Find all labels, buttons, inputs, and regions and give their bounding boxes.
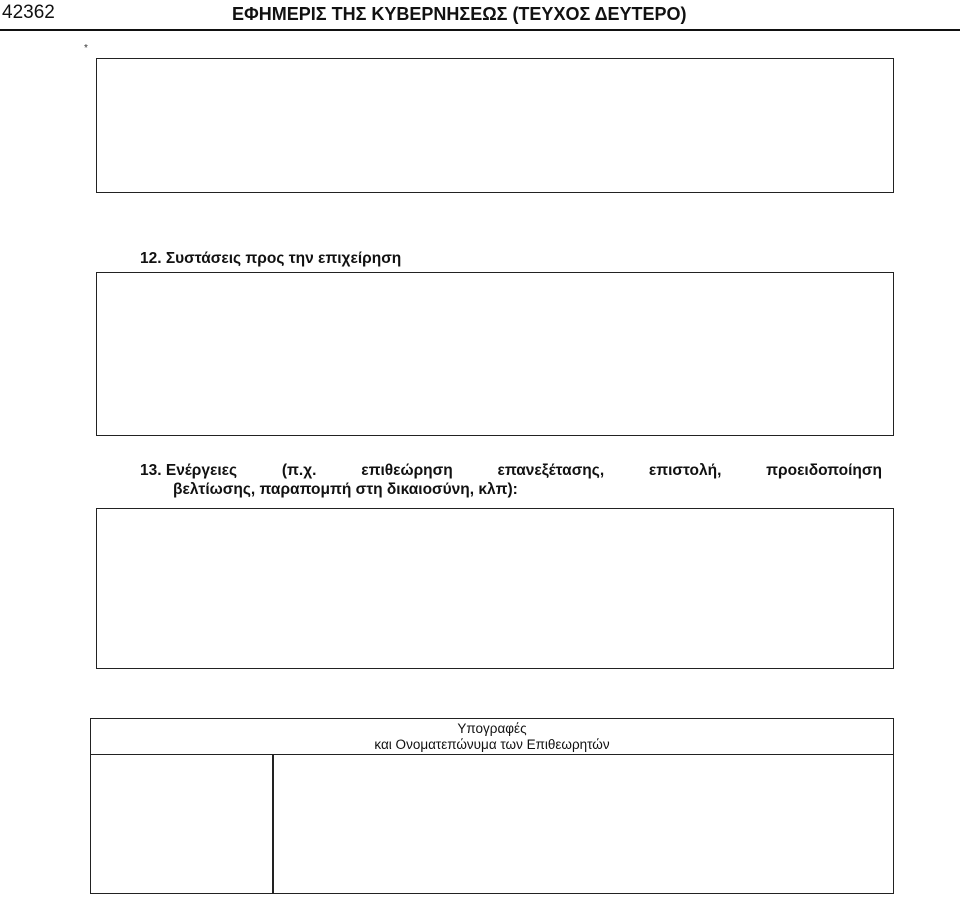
- signature-cell-right[interactable]: [274, 755, 892, 893]
- section-13-heading-line1: [140, 461, 882, 480]
- page-number: 42362: [2, 2, 55, 23]
- signatures-subtitle: και Ονοματεπώνυμα των Επιθεωρητών: [374, 737, 610, 752]
- gazette-title: ΕΦΗΜΕΡΙΣ ΤΗΣ ΚΥΒΕΡΝΗΣΕΩΣ (ΤΕΥΧΟΣ ΔΕΥΤΕΡΟ): [232, 4, 687, 24]
- signatures-header: [91, 719, 893, 755]
- heading-word: επανεξέτασης,: [497, 462, 605, 479]
- signature-cell-left[interactable]: [91, 755, 272, 893]
- signatures-table: [90, 718, 894, 894]
- stray-mark: *: [84, 43, 88, 54]
- heading-word: (π.χ.: [281, 462, 317, 479]
- section-13-answer-box[interactable]: [96, 508, 894, 669]
- section-13-heading: [140, 461, 882, 499]
- signatures-title: Υπογραφές: [457, 721, 527, 736]
- header-divider: [0, 29, 960, 31]
- heading-word: προειδοποίηση: [766, 462, 882, 479]
- section-12-answer-box[interactable]: [96, 272, 894, 436]
- section-12-heading: 12. Συστάσεις προς την επιχείρηση: [140, 250, 402, 267]
- section-11-answer-box[interactable]: [96, 58, 894, 193]
- section-13-heading-line2: βελτίωσης, παραπομπή στη δικαιοσύνη, κλπ):: [173, 481, 518, 498]
- heading-word: 13. Ενέργειες: [140, 462, 238, 479]
- heading-word: επιστολή,: [648, 462, 722, 479]
- heading-word: επιθεώρηση: [361, 462, 453, 479]
